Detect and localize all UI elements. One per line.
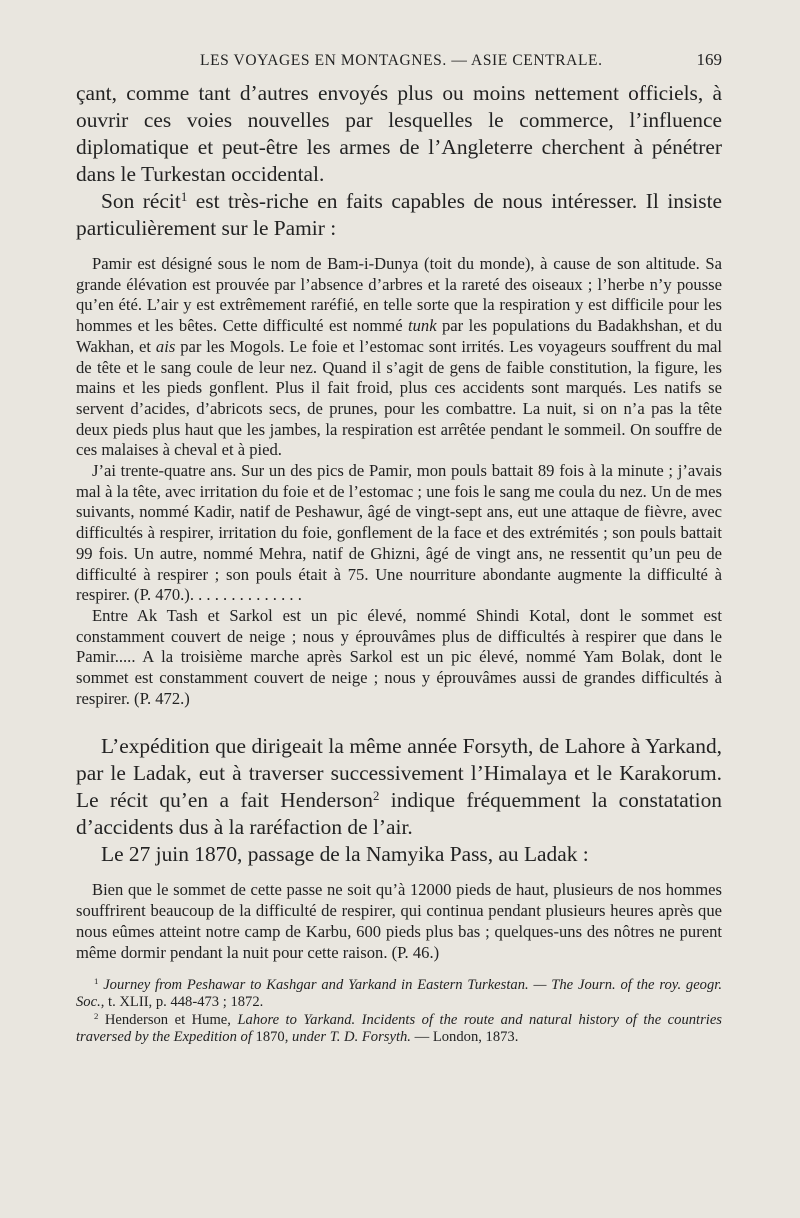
page-number: 169 [696,50,722,69]
footnote-1-title: Journey from Peshawar to Kashgar and Yarkand in Eastern Turkestan. — The Journ. of the roy. geogr. Soc. [76,977,722,1011]
footnote-2-leader: under T. D. Forsyth. [292,1028,411,1045]
footnote-1-number: 1 [94,976,99,987]
footnote-2 [76,1012,722,1046]
footnote-1-ref: , t. XLII, p. 448-473 ; 1872. [100,994,264,1011]
footnote-1 [76,977,722,1011]
footnote-2-title: Lahore to Yarkand. Incidents of the route and natural history of the countries traversed by the Expedition of [76,1011,722,1045]
footnotes [76,977,722,1046]
spacer [76,717,722,733]
quote-paragraph-1 [76,254,722,461]
footnote-2-place: — London, 1873. [410,1028,519,1045]
footnote-2-year: 1870, [251,1028,293,1045]
quote1-text-b: par les populations du Badakhshan, et du Wakhan, et [76,316,722,356]
paragraph-recit [76,188,722,242]
quote2-paragraph: Bien que le sommet de cette passe ne soit qu’à 12000 pieds de haut, plusieurs de nos hommes souffrirent beaucoup de la difficulté de respirer, qui continua pendant plusieurs heures après que nous eûmes atteint notre camp de Karbu, 600 pieds plus bas ; quelques-uns des nôtres ne purent même dormir pendant la nuit pour cette raison. (P. 46.) [76,880,722,962]
paragraph-expedition [76,733,722,841]
paragraph-date: Le 27 juin 1870, passage de la Namyika Pass, au Ladak : [101,842,589,867]
quote-paragraph-2: J’ai trente-quatre ans. Sur un des pics de Pamir, mon pouls battait 89 fois à la minute ; j’avais mal à la tête, avec irritation du foie et de l’estomac ; une fois le sang me coula du nez. Un de mes suivants, nommé Kadir, natif de Peshawur, âgé de vingt-sept ans, eut une attaque de fièvre, avec difficultés à respirer, irritation du foie, gonflement de la face et des extrémités ; son pouls battait 99 fois. Un autre, nommé Mehra, natif de Ghizni, âgé de vingt ans, ne ressentit qu’un peu de difficulté à respirer ; son pouls était à 75. Une nourriture abondante augmente la difficulté à respirer. (P. 470.). . . . . . . . . . . . . . [76,461,722,605]
paragraph-continuation: çant, comme tant d’autres envoyés plus ou moins nettement officiels, à ouvrir ces voies nouvelles par lesquelles le commerce, l’influence diplomatique et peut-être les armes de l’Angleterre cherchent à pénétrer dans le Turkestan occidental. [76,81,722,186]
quote1-text-c: par les Mogols. Le foie et l’estomac sont irrités. Les voyageurs souffrent du mal de tête et le sang coule de leur nez. Quand il s’agit de gens de faible constitution, la figure, les mains et les pieds gonflent. Plus il fait froid, plus ces accidents sont marqués. Les natifs se servent d’acides, d’abricots secs, de prunes, pour les combattre. La nuit, si on n’a pas la tête deux pieds plus haut que les jambes, la respiration est arrêtée pendant le sommeil. On souffre de ces malaises à cheval et à pied. [76,336,723,460]
recit-text-a: Son récit [101,189,181,213]
expedition-text-b: indique fréquemment la constatation d’accidents dus à la raréfaction de l’air. [76,788,722,840]
term-ais: ais [155,336,176,356]
footnote-2-authors: Henderson et Hume, [98,1011,238,1028]
footnote-ref-1: 1 [180,189,188,204]
running-title: LES VOYAGES EN MONTAGNES. — ASIE CENTRALE. [200,52,603,69]
footnote-2-number: 2 [94,1010,99,1021]
running-header [76,50,722,70]
main-text-top [76,80,722,242]
quote-paragraph-3: Entre Ak Tash et Sarkol est un pic élevé, nommé Shindi Kotal, dont le sommet est constamment couvert de neige ; nous y éprouvâmes plus de difficultés à respirer que dans le Pamir..... A la troisième marche après Sarkol est un pic élevé, nommé Yam Bolak, dont le sommet est constamment couvert de neige ; nous y éprouvâmes aussi de grandes difficultés à respirer. (P. 472.) [76,605,722,708]
quotation-pamir [76,254,722,709]
expedition-text-a: L’expédition que dirigeait la même année Forsyth, de Lahore à Yarkand, par le Ladak, eut à traverser successivement l’Himalaya et le Karakorum. Le récit qu’en a fait Henderson [76,734,722,813]
recit-text-b: est très-riche en faits capables de nous intéresser. Il insiste particulièrement sur le Pamir : [76,189,723,240]
quotation-namyika [76,880,722,963]
footnote-ref-2: 2 [372,789,380,804]
main-text-middle [76,733,722,868]
quote1-text-a: Pamir est désigné sous le nom de Bam-i-Dunya (toit du monde), à cause de son altitude. Sa grande élévation est prouvée par l’absence d’arbres et la rareté des oiseaux ; l’herbe n’y pousse qu’en été. L’air y est extrêmement raréfié, en telle sorte que la respiration y est difficile pour les hommes et les bêtes. Cette difficulté est nommé [76,254,722,336]
term-tunk: tunk [408,316,437,336]
